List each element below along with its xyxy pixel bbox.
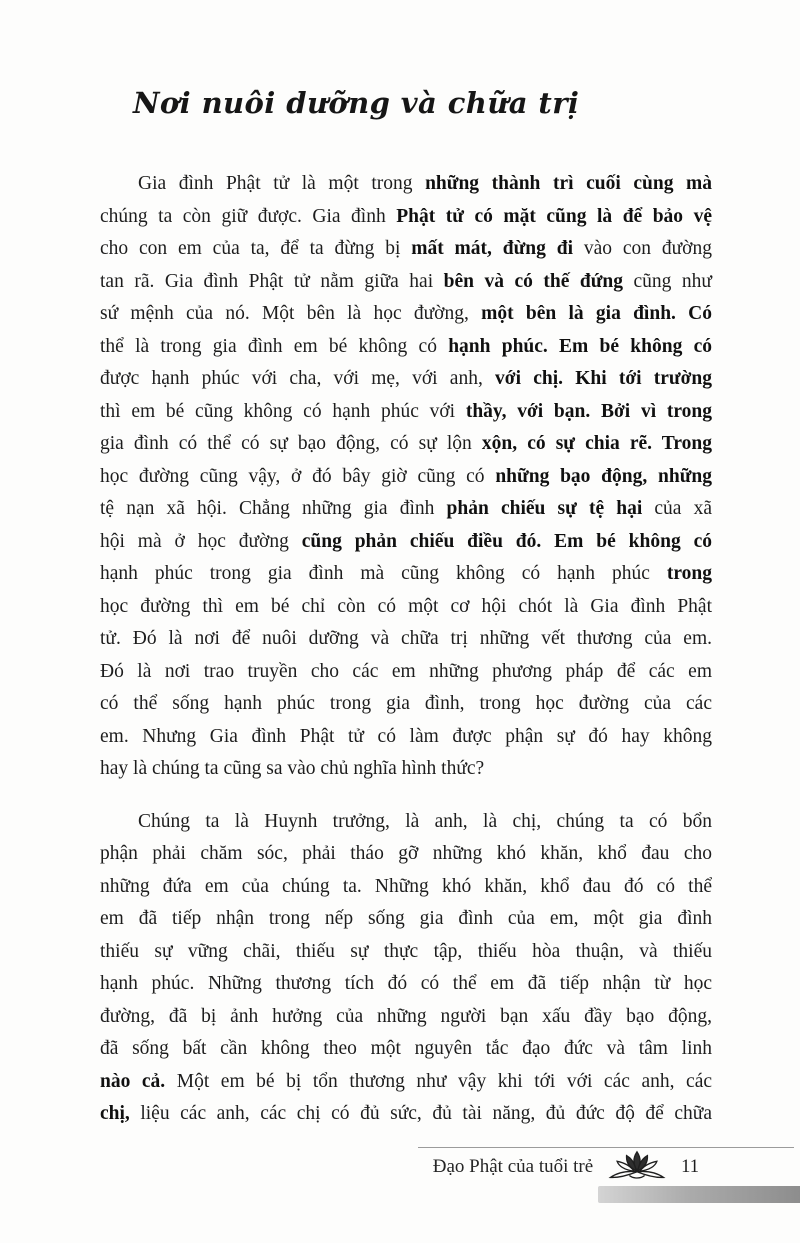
text-line bbox=[100, 363, 712, 396]
text-line bbox=[100, 1098, 712, 1131]
text-line bbox=[100, 461, 712, 494]
text-line bbox=[100, 1066, 712, 1099]
text-run: Đó là nơi trao truyền cho các em những phương pháp để các em bbox=[100, 660, 712, 682]
text-run: em đã tiếp nhận trong nếp sống gia đình của em, một gia đình bbox=[100, 908, 712, 929]
text-run: cho con em của ta, để ta đừng bị bbox=[100, 238, 412, 259]
bold-text-run: chị, bbox=[100, 1103, 130, 1124]
text-line bbox=[100, 266, 712, 299]
text-run: của xã bbox=[642, 498, 712, 519]
text-line bbox=[100, 428, 712, 461]
paragraph bbox=[100, 806, 712, 1131]
text-line bbox=[100, 558, 712, 591]
text-line bbox=[100, 753, 712, 786]
text-line bbox=[100, 903, 712, 936]
text-line bbox=[100, 936, 712, 969]
body-text bbox=[100, 168, 712, 1131]
text-line bbox=[100, 871, 712, 904]
bold-text-run: bên và có thế đứng bbox=[443, 270, 624, 292]
text-line bbox=[100, 721, 712, 754]
bold-text-run: trong bbox=[666, 563, 712, 584]
text-run: hạnh phúc. Những thương tích đó có thể em đã tiếp nhận từ học bbox=[100, 973, 712, 994]
running-book-title: Đạo Phật của tuổi trẻ bbox=[432, 1156, 594, 1177]
text-line bbox=[100, 526, 712, 559]
text-line bbox=[100, 968, 712, 1001]
text-run: đã sống bất cần không theo một nguyên tắc đạo đức và tâm linh bbox=[100, 1038, 712, 1059]
text-line bbox=[100, 233, 712, 266]
bold-text-run: mất mát, đừng đi bbox=[411, 238, 574, 259]
text-run: vào con đường bbox=[573, 238, 712, 259]
text-run: cũng như bbox=[623, 270, 712, 292]
text-run: Gia đình Phật tử là một trong bbox=[138, 173, 426, 194]
page-footer bbox=[433, 1149, 699, 1185]
bold-text-run: cũng phản chiếu điều đó. Em bé không có bbox=[301, 530, 712, 552]
text-run: đường, đã bị ảnh hưởng của những người bạn xấu đầy bạo động, bbox=[100, 1005, 712, 1027]
text-line bbox=[100, 1001, 712, 1034]
text-line bbox=[100, 623, 712, 656]
text-run: chúng ta còn giữ được. Gia đình bbox=[100, 205, 397, 227]
text-run: phận phải chăm sóc, phải tháo gỡ những khó khăn, khổ đau cho bbox=[100, 843, 712, 864]
text-run: học đường cũng vậy, ở đó bây giờ cũng có bbox=[100, 465, 496, 487]
text-line bbox=[100, 298, 712, 331]
text-run: hạnh phúc trong gia đình mà cũng không có hạnh phúc bbox=[100, 563, 667, 584]
text-run: em. Nhưng Gia đình Phật tử có làm được phận sự đó hay không bbox=[100, 725, 712, 747]
bold-text-run: một bên là gia đình. Có bbox=[481, 303, 713, 324]
bold-text-run: thầy, với bạn. Bởi vì trong bbox=[465, 400, 712, 422]
text-run: gia đình có thể có sự bạo động, có sự lộn bbox=[100, 433, 482, 454]
text-run: những đứa em của chúng ta. Những khó khăn, khổ đau đó có thể bbox=[100, 875, 712, 897]
lotus-icon bbox=[608, 1149, 666, 1185]
text-line bbox=[100, 806, 712, 839]
paragraph bbox=[100, 168, 712, 786]
text-line bbox=[100, 591, 712, 624]
text-run: liệu các anh, các chị có đủ sức, đủ tài năng, đủ đức độ để chữa bbox=[129, 1103, 712, 1124]
text-run: được hạnh phúc với cha, với mẹ, với anh, bbox=[100, 368, 496, 389]
footer-divider bbox=[418, 1147, 794, 1148]
chapter-title: Nơi nuôi dưỡng và chữa trị bbox=[133, 86, 580, 120]
bold-text-run: Phật tử có mặt cũng là để bảo vệ bbox=[396, 205, 712, 227]
bold-text-run: hạnh phúc. Em bé không có bbox=[448, 335, 712, 357]
text-run: Chúng ta là Huynh trưởng, là anh, là chị, chúng ta có bổn bbox=[138, 810, 712, 832]
text-line bbox=[100, 493, 712, 526]
text-run: hay là chúng ta cũng sa vào chủ nghĩa hình thức? bbox=[100, 758, 485, 779]
bold-text-run: phản chiếu sự tệ hại bbox=[446, 498, 643, 519]
text-line bbox=[100, 656, 712, 689]
text-run: Một em bé bị tổn thương như vậy khi tới với các anh, các bbox=[165, 1070, 712, 1092]
text-run: tệ nạn xã hội. Chẳng những gia đình bbox=[100, 498, 447, 519]
text-run: tan rã. Gia đình Phật tử nằm giữa hai bbox=[100, 270, 444, 292]
text-line bbox=[100, 168, 712, 201]
text-line bbox=[100, 838, 712, 871]
text-run: hội mà ở học đường bbox=[100, 530, 302, 552]
text-line bbox=[100, 201, 712, 234]
text-run: có thể sống hạnh phúc trong gia đình, trong học đường của các bbox=[100, 693, 712, 714]
text-run: thiếu sự vững chãi, thiếu sự thực tập, thiếu hòa thuận, và thiếu bbox=[100, 940, 712, 962]
page-number: 11 bbox=[681, 1156, 699, 1177]
text-run: thì em bé cũng không có hạnh phúc với bbox=[100, 400, 466, 422]
text-run: sứ mệnh của nó. Một bên là học đường, bbox=[100, 303, 482, 324]
bold-text-run: những bạo động, những bbox=[495, 465, 712, 487]
bold-text-run: xộn, có sự chia rẽ. Trong bbox=[481, 433, 713, 454]
text-run: thể là trong gia đình em bé không có bbox=[100, 335, 449, 357]
bold-text-run: nào cả. bbox=[100, 1070, 166, 1092]
bold-text-run: những thành trì cuối cùng mà bbox=[425, 173, 713, 194]
text-line bbox=[100, 688, 712, 721]
text-line bbox=[100, 396, 712, 429]
page-edge-shadow bbox=[598, 1186, 800, 1203]
text-run: tử. Đó là nơi để nuôi dưỡng và chữa trị những vết thương của em. bbox=[100, 628, 712, 649]
bold-text-run: với chị. Khi tới trường bbox=[495, 368, 713, 389]
text-line bbox=[100, 331, 712, 364]
text-line bbox=[100, 1033, 712, 1066]
text-run: học đường thì em bé chỉ còn có một cơ hội chót là Gia đình Phật bbox=[100, 595, 712, 617]
